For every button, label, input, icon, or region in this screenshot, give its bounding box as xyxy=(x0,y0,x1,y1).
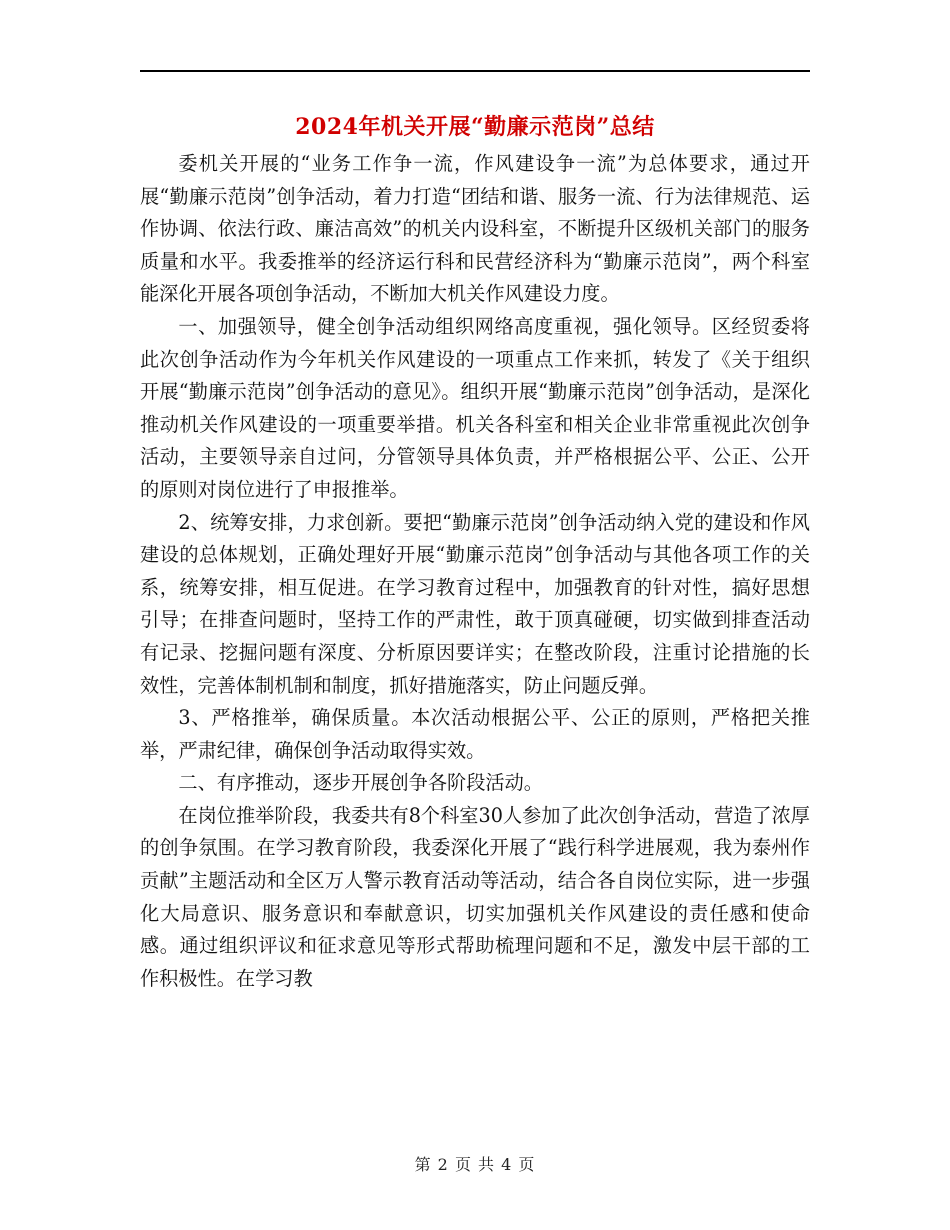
paragraph-item-3: 3、严格推举，确保质量。本次活动根据公平、公正的原则，严格把关推举，严肃纪律，确保创争活动取得实效。 xyxy=(140,706,810,762)
paragraph-section-2: 二、有序推动，逐步开展创争各阶段活动。 xyxy=(178,771,543,795)
document-body xyxy=(140,148,810,995)
document-title: 2024年机关开展“勤廉示范岗”总结 xyxy=(295,114,655,140)
header-rule xyxy=(140,70,810,72)
page-number: 第 2 页 共 4 页 xyxy=(414,1155,536,1174)
paragraph-recommendation-stage: 在岗位推举阶段，我委共有8个科室30人参加了此次创争活动，营造了浓厚的创争氛围。在学习教育阶段，我委深化开展了“践行科学进展观，我为泰州作贡献”主题活动和全区万人警示教育活动等活动，结合各自岗位实际，进一步强化大局意识、服务意识和奉献意识，切实加强机关作风建设的责任感和使命感。通过组织评议和征求意见等形式帮助梳理问题和不足，激发中层干部的工作积极性。在学习教 xyxy=(140,803,810,990)
paragraph-section-1: 一、加强领导，健全创争活动组织网络高度重视，强化领导。区经贸委将此次创争活动作为今年机关作风建设的一项重点工作来抓，转发了《关于组织开展“勤廉示范岗”创争活动的意见》。组织开展“勤廉示范岗”创争活动，是深化推动机关作风建设的一项重要举措。机关各科室和相关企业非常重视此次创争活动，主要领导亲自过问，分管领导具体负责，并严格根据公平、公正、公开的原则对岗位进行了申报推举。 xyxy=(140,314,810,501)
paragraph-item-2: 2、统筹安排，力求创新。要把“勤廉示范岗”创争活动纳入党的建设和作风建设的总体规划，正确处理好开展“勤廉示范岗”创争活动与其他各项工作的关系，统筹安排，相互促进。在学习教育过程中，加强教育的针对性，搞好思想引导；在排查问题时，坚持工作的严肃性，敢于顶真碰硬，切实做到排查活动有记录、挖掘问题有深度、分析原因要详实；在整改阶段，注重讨论措施的长效性，完善体制机制和制度，抓好措施落实，防止问题反弹。 xyxy=(140,510,810,697)
paragraph-intro: 委机关开展的“业务工作争一流，作风建设争一流”为总体要求，通过开展“勤廉示范岗”创争活动，着力打造“团结和谐、服务一流、行为法律规范、运作协调、依法行政、廉洁高效”的机关内设科室，不断提升区级机关部门的服务质量和水平。我委推举的经济运行科和民营经济科为“勤廉示范岗”，两个科室能深化开展各项创争活动，不断加大机关作风建设力度。 xyxy=(140,152,810,306)
